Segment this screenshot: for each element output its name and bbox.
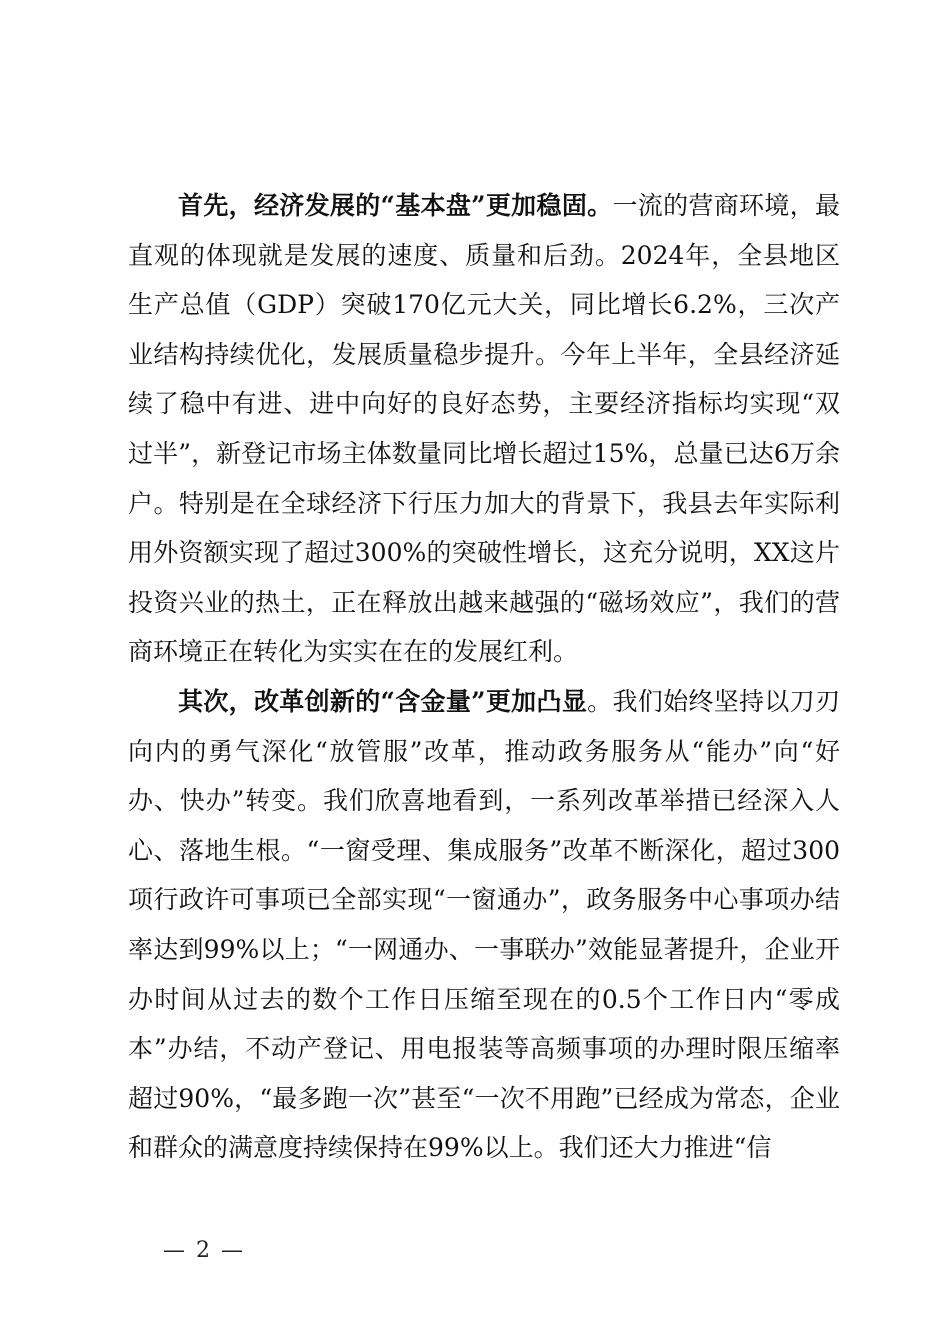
- paragraph-body: 一流的营商环境，最直观的体现就是发展的速度、质量和后劲。2024年，全县地区生产总值（GDP）突破170亿元大关，同比增长6.2%，三次产业结构持续优化，发展质量稳步提升。今年上半年，全县经济延续了稳中有进、进中向好的良好态势，主要经济指标均实现“双过半”，新登记市场主体数量同比增长超过15%，总量已达6万余户。特别是在全球经济下行压力加大的背景下，我县去年实际利用外资额实现了超过300%的突破性增长，这充分说明，XX这片投资兴业的热土，正在释放出越来越强的“磁场效应”，我们的营商环境正在转化为实实在在的发展红利。: [128, 191, 840, 667]
- paragraph-body: 。我们始终坚持以刀刃向内的勇气深化“放管服”改革，推动政务服务从“能办”向“好办、快办”转变。我们欣喜地看到，一系列改革举措已经深入人心、落地生根。“一窗受理、集成服务”改革不断深化，超过300项行政许可事项已全部实现“一窗通办”，政务服务中心事项办结率达到99%以上；“一网通办、一事联办”效能显著提升，企业开办时间从过去的数个工作日压缩至现在的0.5个工作日内“零成本”办结，不动产登记、用电报装等高频事项的办理时限压缩率超过90%，“最多跑一次”甚至“一次不用跑”已经成为常态，企业和群众的满意度持续保持在99%以上。我们还大力推进“信: [128, 686, 840, 1163]
- page-number: — 2 —: [163, 1238, 245, 1263]
- paragraph-reform: [128, 677, 840, 1173]
- paragraph-lead: 其次，改革创新的“含金量”更加凸显: [178, 686, 588, 716]
- body-text: [128, 181, 840, 1173]
- paragraph-lead: 首先，经济发展的“基本盘”更加稳固。: [178, 191, 613, 220]
- paragraph-economy: [128, 181, 840, 677]
